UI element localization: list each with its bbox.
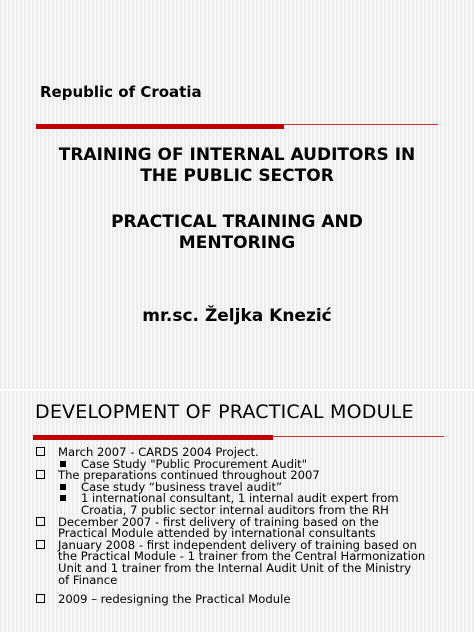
main-title-line2: THE PUBLIC SECTOR <box>140 166 334 186</box>
main-title <box>0 145 474 187</box>
bullet-item <box>0 594 474 606</box>
bullet-item <box>0 514 474 541</box>
hollow-square-bullet-icon <box>36 517 45 526</box>
bullet-text-line: March 2007 - CARDS 2004 Project. <box>58 445 259 459</box>
bullet-text-line: of Finance <box>58 572 118 587</box>
accent-rule <box>284 124 438 125</box>
sub-bullet-item <box>0 493 474 516</box>
bullet-list <box>0 447 474 606</box>
bullet-text-line: Unit and 1 trainer from the Internal Audit Unit of the Ministry <box>58 560 412 575</box>
country-label: Republic of Croatia <box>40 83 202 101</box>
bullet-text-line: 1 international consultant, 1 internal audit expert from <box>81 491 399 506</box>
filled-square-bullet-icon <box>60 484 66 490</box>
hollow-square-bullet-icon <box>36 540 45 549</box>
subtitle-line2: MENTORING <box>178 233 296 253</box>
subtitle <box>0 212 474 254</box>
main-title-line1: TRAINING OF INTERNAL AUDITORS IN <box>58 145 416 165</box>
accent-bar <box>36 124 284 129</box>
bullet-text-line: Case Study "Public Procurement Audit" <box>81 456 308 471</box>
bullet-text-line: The preparations continued throughout 2007 <box>58 468 320 483</box>
hollow-square-bullet-icon <box>36 447 45 456</box>
content-slide <box>0 391 474 632</box>
accent-rule <box>273 436 444 437</box>
subtitle-line1: PRACTICAL TRAINING AND <box>111 212 363 232</box>
bullet-text-line: January 2008 - first independent delivery of training based on <box>58 537 417 552</box>
bullet-text-line: Case study “business travel audit” <box>81 479 283 494</box>
bullet-text-line: 2009 – redesigning the Practical Module <box>58 592 291 607</box>
bullet-text-line: Practical Module attended by international consultants <box>58 526 376 541</box>
bullet-text-line: the Practical Module - 1 trainer from the Central Harmonization <box>58 549 426 564</box>
hollow-square-bullet-icon <box>36 470 45 479</box>
slide-title: DEVELOPMENT OF PRACTICAL MODULE <box>35 401 414 423</box>
bullet-item <box>0 537 474 587</box>
filled-square-bullet-icon <box>60 461 66 467</box>
bullet-text-line: Croatia, 7 public sector internal auditors from the RH <box>81 502 389 517</box>
bullet-text-line: December 2007 - first delivery of training based on the <box>58 514 379 529</box>
author-name: mr.sc. Željka Knezić <box>142 306 332 326</box>
hollow-square-bullet-icon <box>36 594 45 603</box>
filled-square-bullet-icon <box>60 495 66 501</box>
accent-bar <box>33 435 273 440</box>
